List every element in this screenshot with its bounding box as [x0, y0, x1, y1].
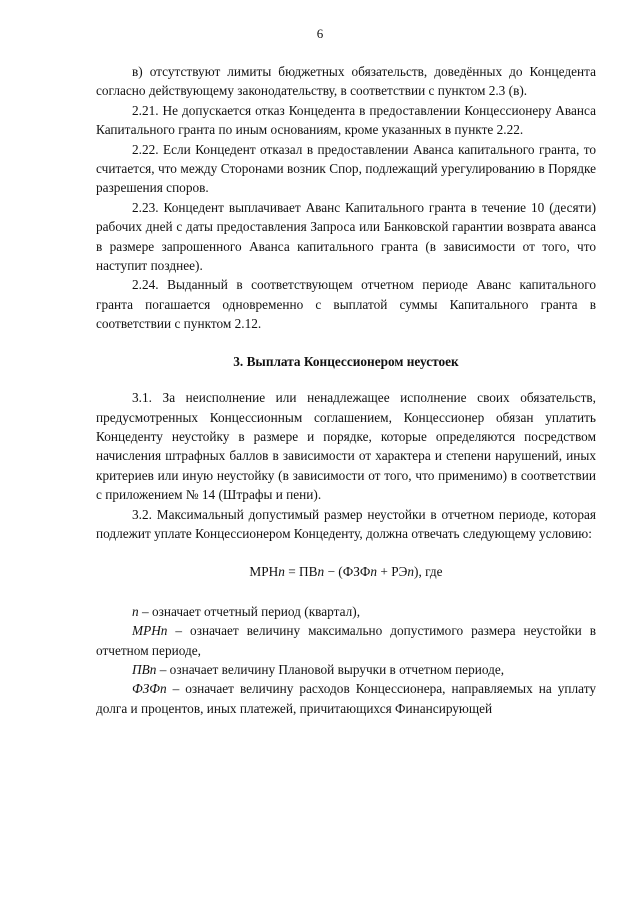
formula-period-1: n	[278, 564, 285, 580]
paragraph-3-1: 3.1. За неисполнение или ненадлежащее исполнение своих обязательств, предусмотренных Концессионным соглашением, Концессионер обязан уплатить Концеденту неустойку в размере и порядке, которые определяются посредством начисления штрафных баллов в зависимости от характера и степени нарушений, иных критериев или иную неустойку (в зависимости от того, что применимо) в соответствии с приложением № 14 (Штрафы и пени).	[96, 390, 596, 503]
definition-pvn	[96, 660, 596, 679]
formula-period-2: n	[317, 564, 325, 580]
definition-term: МРНn	[132, 623, 168, 639]
definition-fzfn	[96, 679, 596, 718]
definition-term: n	[132, 603, 139, 619]
document-body	[96, 62, 596, 718]
definition-term: ПВn	[132, 661, 157, 677]
paragraph-2-21: 2.21. Не допускается отказ Концедента в предоставлении Концессионеру Аванса Капитального гранта по иным основаниям, кроме указанных в пункте 2.22.	[96, 102, 596, 138]
section-heading: 3. Выплата Концессионером неустоек	[233, 353, 459, 369]
definition-text: – означает отчетный период (квартал),	[138, 603, 361, 619]
formula-fzf: − (ФЗФ	[324, 564, 371, 580]
paragraph-clause-v: в) отсутствуют лимиты бюджетных обязательств, доведённых до Концедента согласно действующему законодательству, в соответствии с пунктом 2.3 (в).	[96, 64, 596, 99]
paragraph-2-22: 2.22. Если Концедент отказал в предоставлении Аванса капитального гранта, то считается, что между Сторонами возник Спор, подлежащий урегулированию в Порядке разрешения споров.	[96, 141, 596, 196]
paragraph-3-2: 3.2. Максимальный допустимый размер неустойки в отчетном периоде, которая подлежит уплате Концессионером Концеденту, должна отвечать следующему условию:	[96, 506, 596, 541]
definition-text: – означает величину максимально допустимого размера неустойки в отчетном периоде,	[96, 623, 596, 658]
formula-re: + РЭ	[377, 564, 408, 580]
formula-period-4: n	[407, 564, 415, 580]
definition-n	[96, 602, 596, 621]
formula	[96, 562, 596, 581]
definition-term: ФЗФn	[132, 681, 167, 697]
definition-mrhn	[96, 621, 596, 660]
definition-text: – означает величину Плановой выручки в отчетном периоде,	[156, 661, 505, 677]
formula-period-3: n	[370, 564, 378, 580]
paragraph-2-24: 2.24. Выданный в соответствующем отчетном периоде Аванс капитального гранта погашается одновременно с выплатой суммы Капитального гранта в соответствии с пунктом 2.12.	[96, 277, 596, 332]
formula-mrh: МРН	[249, 564, 279, 580]
page-number: 6	[316, 26, 324, 41]
definition-text: – означает величину расходов Концессионера, направляемых на уплату долга и процентов, иных платежей, причитающихся Финансирующей	[96, 681, 596, 716]
formula-tail: ), где	[414, 564, 443, 580]
formula-pv: = ПВ	[284, 564, 318, 580]
paragraph-2-23: 2.23. Концедент выплачивает Аванс Капитального гранта в течение 10 (десяти) рабочих дней с даты предоставления Запроса или Банковской гарантии возврата аванса в размере запрошенного Аванса капитального гранта (в зависимости от того, что наступит позднее).	[96, 199, 596, 274]
